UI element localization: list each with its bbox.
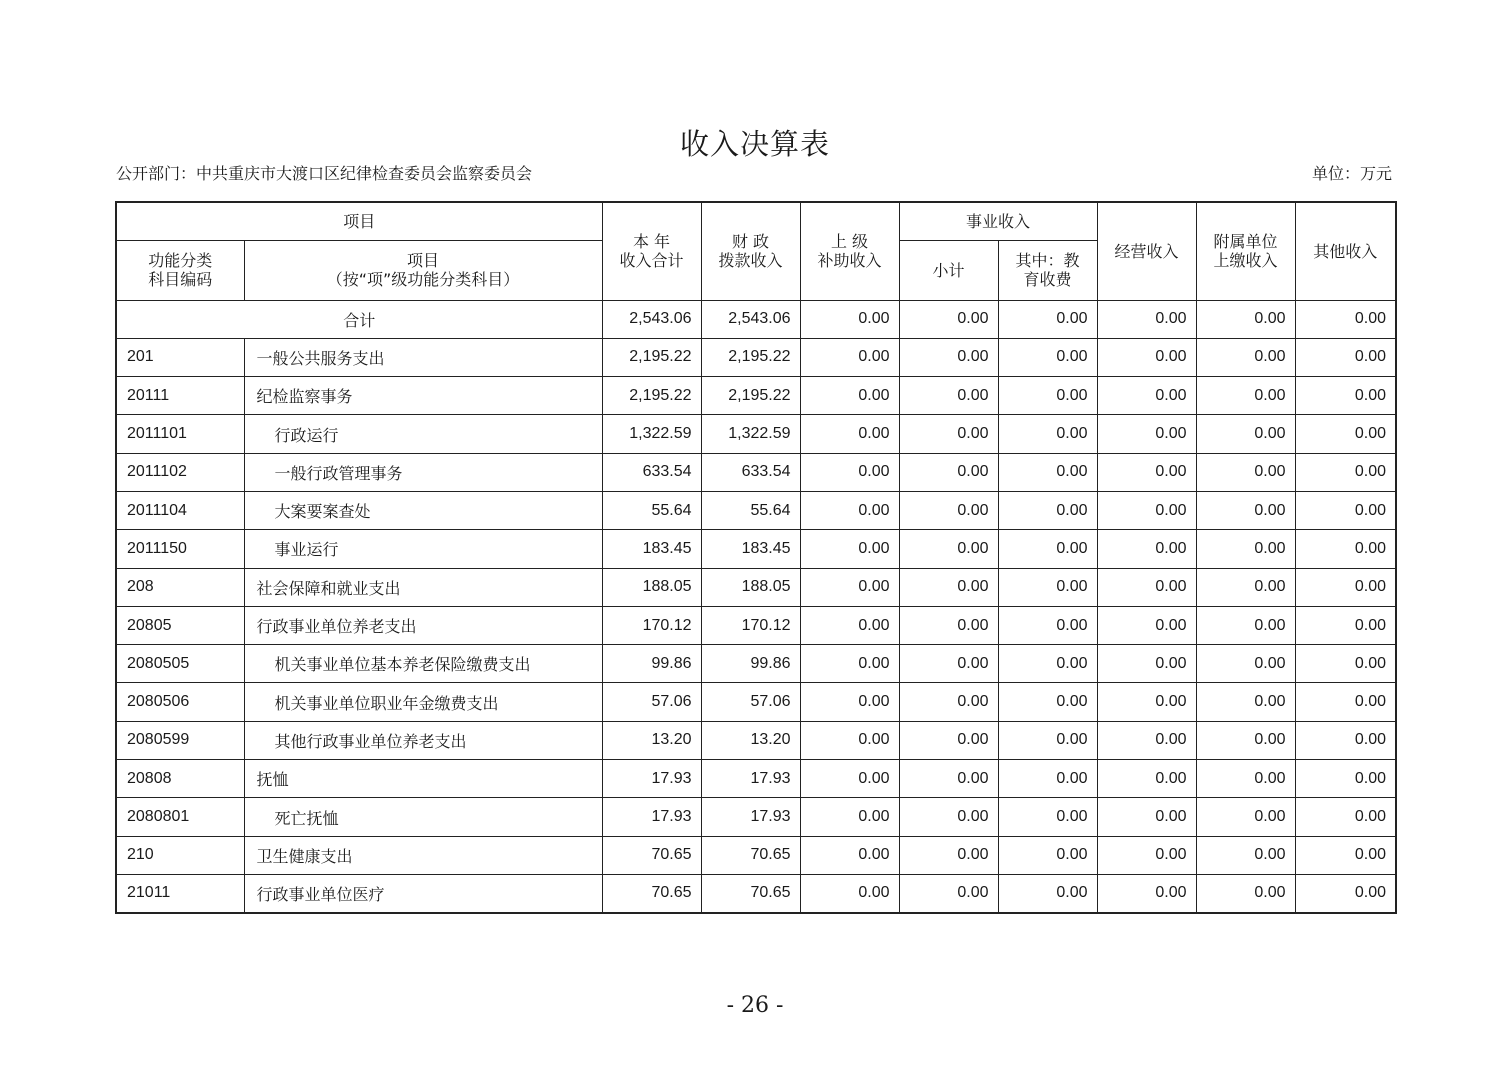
header-operating: 经营收入 (1097, 202, 1196, 300)
row-value: 2,195.22 (602, 377, 701, 415)
row-value: 0.00 (1196, 721, 1295, 759)
row-value: 0.00 (1097, 568, 1196, 606)
row-value: 0.00 (1196, 606, 1295, 644)
total-value: 0.00 (800, 300, 899, 338)
row-value: 0.00 (800, 836, 899, 874)
row-value: 0.00 (800, 415, 899, 453)
row-value: 0.00 (1295, 377, 1396, 415)
row-value: 17.93 (602, 760, 701, 798)
header-code: 功能分类 科目编码 (116, 240, 244, 300)
table-row (116, 415, 1396, 453)
row-value: 633.54 (701, 453, 800, 491)
row-value: 0.00 (1196, 453, 1295, 491)
row-value: 0.00 (800, 798, 899, 836)
row-value: 0.00 (998, 415, 1097, 453)
header-education: 其中：教 育收费 (998, 240, 1097, 300)
row-value: 55.64 (701, 491, 800, 529)
row-name: 其他行政事业单位养老支出 (244, 721, 602, 759)
row-value: 188.05 (701, 568, 800, 606)
total-value: 0.00 (1295, 300, 1396, 338)
row-value: 0.00 (1196, 760, 1295, 798)
row-value: 183.45 (602, 530, 701, 568)
total-value: 2,543.06 (701, 300, 800, 338)
row-value: 0.00 (1097, 760, 1196, 798)
row-value: 2,195.22 (602, 338, 701, 376)
row-name: 行政运行 (244, 415, 602, 453)
table-row (116, 874, 1396, 912)
table-row (116, 568, 1396, 606)
row-name: 事业运行 (244, 530, 602, 568)
row-value: 2,195.22 (701, 338, 800, 376)
row-value: 0.00 (899, 530, 998, 568)
row-value: 0.00 (800, 683, 899, 721)
row-value: 0.00 (1097, 530, 1196, 568)
table-row (116, 530, 1396, 568)
table-row (116, 760, 1396, 798)
row-value: 0.00 (1097, 836, 1196, 874)
row-code: 2011150 (116, 530, 244, 568)
row-value: 0.00 (998, 606, 1097, 644)
row-value: 0.00 (1295, 721, 1396, 759)
row-value: 0.00 (1196, 338, 1295, 376)
row-value: 0.00 (899, 645, 998, 683)
unit-label: 单位：万元 (1311, 164, 1392, 183)
row-value: 0.00 (1295, 606, 1396, 644)
row-value: 0.00 (899, 568, 998, 606)
row-value: 70.65 (602, 874, 701, 912)
row-value: 0.00 (1295, 836, 1396, 874)
total-value: 0.00 (1097, 300, 1196, 338)
row-value: 17.93 (701, 798, 800, 836)
row-value: 0.00 (1295, 530, 1396, 568)
row-value: 2,195.22 (701, 377, 800, 415)
row-value: 0.00 (800, 606, 899, 644)
header-subtotal: 小计 (899, 240, 998, 300)
header-affiliated: 附属单位 上缴收入 (1196, 202, 1295, 300)
row-value: 188.05 (602, 568, 701, 606)
row-value: 0.00 (1196, 530, 1295, 568)
row-value: 0.00 (1295, 760, 1396, 798)
row-code: 2011101 (116, 415, 244, 453)
row-value: 0.00 (899, 874, 998, 912)
row-code: 2080801 (116, 798, 244, 836)
row-name: 社会保障和就业支出 (244, 568, 602, 606)
row-value: 0.00 (1196, 377, 1295, 415)
row-value: 99.86 (602, 645, 701, 683)
row-value: 70.65 (602, 836, 701, 874)
table-row (116, 683, 1396, 721)
row-value: 0.00 (998, 721, 1097, 759)
row-code: 210 (116, 836, 244, 874)
table-row (116, 491, 1396, 529)
row-value: 0.00 (1097, 491, 1196, 529)
total-value: 2,543.06 (602, 300, 701, 338)
row-value: 0.00 (899, 377, 998, 415)
row-value: 0.00 (998, 874, 1097, 912)
row-name: 大案要案查处 (244, 491, 602, 529)
row-value: 70.65 (701, 836, 800, 874)
row-name: 机关事业单位职业年金缴费支出 (244, 683, 602, 721)
row-value: 0.00 (899, 836, 998, 874)
row-value: 70.65 (701, 874, 800, 912)
row-value: 0.00 (1196, 568, 1295, 606)
row-value: 0.00 (800, 760, 899, 798)
table-row (116, 606, 1396, 644)
row-value: 0.00 (800, 721, 899, 759)
total-label: 合计 (116, 300, 602, 338)
row-value: 0.00 (1295, 491, 1396, 529)
row-value: 0.00 (998, 798, 1097, 836)
row-value: 0.00 (1196, 798, 1295, 836)
row-value: 0.00 (899, 760, 998, 798)
row-name: 纪检监察事务 (244, 377, 602, 415)
row-value: 0.00 (1295, 568, 1396, 606)
total-value: 0.00 (899, 300, 998, 338)
row-name: 一般行政管理事务 (244, 453, 602, 491)
table-row (116, 645, 1396, 683)
row-value: 0.00 (800, 568, 899, 606)
row-name: 卫生健康支出 (244, 836, 602, 874)
row-value: 183.45 (701, 530, 800, 568)
page-title: 收入决算表 (679, 127, 830, 161)
row-value: 0.00 (1097, 606, 1196, 644)
row-value: 0.00 (899, 683, 998, 721)
row-value: 170.12 (602, 606, 701, 644)
row-value: 0.00 (899, 798, 998, 836)
row-value: 1,322.59 (602, 415, 701, 453)
row-value: 0.00 (800, 338, 899, 376)
row-value: 0.00 (1295, 453, 1396, 491)
total-value: 0.00 (998, 300, 1097, 338)
row-code: 201 (116, 338, 244, 376)
row-value: 57.06 (602, 683, 701, 721)
row-value: 0.00 (998, 338, 1097, 376)
row-value: 55.64 (602, 491, 701, 529)
row-value: 0.00 (998, 683, 1097, 721)
row-value: 0.00 (998, 491, 1097, 529)
row-value: 13.20 (701, 721, 800, 759)
row-value: 0.00 (1097, 874, 1196, 912)
row-value: 0.00 (1196, 836, 1295, 874)
row-value: 57.06 (701, 683, 800, 721)
row-value: 99.86 (701, 645, 800, 683)
row-value: 0.00 (899, 338, 998, 376)
row-code: 2080506 (116, 683, 244, 721)
row-value: 0.00 (800, 491, 899, 529)
table-row (116, 721, 1396, 759)
row-value: 0.00 (998, 453, 1097, 491)
row-value: 0.00 (1097, 721, 1196, 759)
row-value: 0.00 (998, 568, 1097, 606)
income-table (115, 201, 1397, 914)
row-value: 0.00 (998, 645, 1097, 683)
page-number: - 26 - (726, 993, 784, 1018)
row-value: 0.00 (800, 453, 899, 491)
row-value: 0.00 (1097, 645, 1196, 683)
row-value: 13.20 (602, 721, 701, 759)
row-name: 行政事业单位养老支出 (244, 606, 602, 644)
row-value: 0.00 (800, 377, 899, 415)
header-superior: 上 级 补助收入 (800, 202, 899, 300)
header-business: 事业收入 (899, 202, 1097, 240)
row-name: 行政事业单位医疗 (244, 874, 602, 912)
header-total-income: 本 年 收入合计 (602, 202, 701, 300)
total-value: 0.00 (1196, 300, 1295, 338)
table-row (116, 836, 1396, 874)
row-value: 17.93 (602, 798, 701, 836)
row-value: 0.00 (1097, 798, 1196, 836)
row-value: 0.00 (1196, 491, 1295, 529)
row-value: 170.12 (701, 606, 800, 644)
row-value: 0.00 (899, 606, 998, 644)
row-name: 抚恤 (244, 760, 602, 798)
row-value: 0.00 (899, 721, 998, 759)
row-value: 0.00 (1097, 415, 1196, 453)
row-name: 一般公共服务支出 (244, 338, 602, 376)
row-value: 0.00 (1097, 377, 1196, 415)
table-body (116, 300, 1396, 913)
row-value: 0.00 (1097, 453, 1196, 491)
row-value: 0.00 (1097, 683, 1196, 721)
table-row (116, 338, 1396, 376)
row-value: 0.00 (800, 530, 899, 568)
row-value: 0.00 (1295, 683, 1396, 721)
row-code: 2080599 (116, 721, 244, 759)
row-value: 633.54 (602, 453, 701, 491)
row-value: 0.00 (1196, 683, 1295, 721)
row-value: 0.00 (1196, 645, 1295, 683)
row-value: 0.00 (899, 453, 998, 491)
row-value: 17.93 (701, 760, 800, 798)
row-value: 0.00 (998, 760, 1097, 798)
row-code: 208 (116, 568, 244, 606)
row-value: 0.00 (800, 874, 899, 912)
row-value: 0.00 (1295, 798, 1396, 836)
header-project-detail: 项目 （按“项”级功能分类科目） (244, 240, 602, 300)
row-value: 0.00 (998, 530, 1097, 568)
table-row (116, 453, 1396, 491)
row-value: 1,322.59 (701, 415, 800, 453)
table-row (116, 377, 1396, 415)
row-code: 20808 (116, 760, 244, 798)
row-value: 0.00 (1196, 874, 1295, 912)
row-code: 2011102 (116, 453, 244, 491)
header-project: 项目 (116, 202, 602, 240)
row-value: 0.00 (1295, 874, 1396, 912)
header-other: 其他收入 (1295, 202, 1396, 300)
header-fiscal: 财 政 拨款收入 (701, 202, 800, 300)
row-value: 0.00 (899, 415, 998, 453)
department-label: 公开部门：中共重庆市大渡口区纪律检查委员会监察委员会 (116, 164, 533, 183)
row-value: 0.00 (800, 645, 899, 683)
row-code: 20805 (116, 606, 244, 644)
row-value: 0.00 (899, 491, 998, 529)
row-value: 0.00 (1295, 415, 1396, 453)
row-value: 0.00 (1196, 415, 1295, 453)
row-name: 机关事业单位基本养老保险缴费支出 (244, 645, 602, 683)
row-value: 0.00 (998, 836, 1097, 874)
row-value: 0.00 (1097, 338, 1196, 376)
row-code: 2011104 (116, 491, 244, 529)
row-code: 21011 (116, 874, 244, 912)
row-code: 20111 (116, 377, 244, 415)
row-value: 0.00 (998, 377, 1097, 415)
total-row (116, 300, 1396, 338)
table-header (116, 202, 1396, 300)
row-name: 死亡抚恤 (244, 798, 602, 836)
row-value: 0.00 (1295, 338, 1396, 376)
table-row (116, 798, 1396, 836)
row-code: 2080505 (116, 645, 244, 683)
row-value: 0.00 (1295, 645, 1396, 683)
